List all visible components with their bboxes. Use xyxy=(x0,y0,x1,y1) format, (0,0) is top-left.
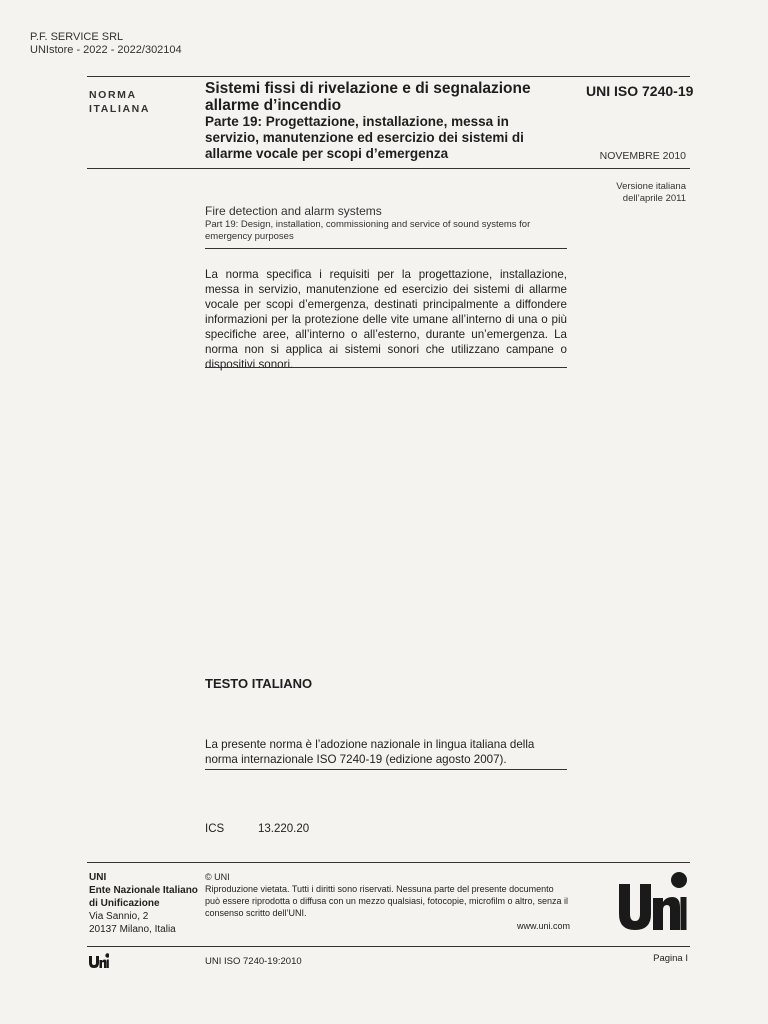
copyright-head: © UNI xyxy=(205,872,230,882)
version-note xyxy=(586,181,686,205)
uni-address xyxy=(89,871,198,936)
uni-address-line-2: 20137 Milano, Italia xyxy=(89,924,176,935)
bottom-rule xyxy=(87,862,690,863)
uni-logo xyxy=(617,870,687,932)
uni-address-line-1: Via Sannio, 2 xyxy=(89,911,149,922)
copyright-notice xyxy=(205,871,570,932)
title-block xyxy=(205,80,565,162)
adoption-rule xyxy=(205,769,567,770)
title-rule xyxy=(87,168,690,169)
version-line-1: Versione italiana xyxy=(616,181,686,192)
english-title-block xyxy=(205,204,565,243)
uni-small-logo xyxy=(89,953,109,968)
abstract-rule xyxy=(205,367,567,368)
section-title: TESTO ITALIANO xyxy=(205,676,313,691)
top-rule xyxy=(87,76,690,77)
version-line-2: dell’aprile 2011 xyxy=(622,193,686,204)
uni-short-name: UNI xyxy=(89,872,107,883)
english-subtitle: Part 19: Design, installation, commissioning and service of sound systems for emergency purposes xyxy=(205,219,531,242)
norma-line-2: ITALIANA xyxy=(89,103,151,115)
stamp-line-1: P.F. SERVICE SRL xyxy=(30,31,124,43)
uni-name-line-2: di Unificazione xyxy=(89,898,160,909)
ics-label: ICS xyxy=(205,823,225,835)
stamp-line-2: UNIstore - 2022 - 2022/302104 xyxy=(30,44,182,56)
copyright-text: Riproduzione vietata. Tutti i diritti sono riservati. Nessuna parte del presente documento può essere riprodotta o diffusa con un mezzo qualsiasi, fotocopie, microfilm o altro, senza il consenso scritto dell’UNI. xyxy=(205,884,569,918)
footer-document-code: UNI ISO 7240-19:2010 xyxy=(205,956,302,967)
norma-italiana-label xyxy=(89,88,150,116)
website-link[interactable]: www.uni.com xyxy=(516,921,570,931)
adoption-text: La presente norma è l’adozione nazionale in lingua italiana della norma internazionale ISO 7240-19 (edizione agosto 2007). xyxy=(205,738,535,766)
uni-name-line-1: Ente Nazionale Italiano xyxy=(89,885,198,896)
document-subtitle: Parte 19: Progettazione, installazione, messa in servizio, manutenzione ed esercizio dei sistemi di allarme vocale per scopi d’emergenza xyxy=(205,114,524,161)
ics-code: 13.220.20 xyxy=(258,823,310,835)
english-rule xyxy=(205,248,567,249)
document-title: Sistemi fissi di rivelazione e di segnalazione allarme d’incendio xyxy=(205,80,531,114)
footer-rule xyxy=(87,946,690,947)
distributor-stamp xyxy=(30,31,182,57)
page-number: Pagina I xyxy=(653,953,688,964)
english-title: Fire detection and alarm systems xyxy=(205,204,382,218)
norma-line-1: NORMA xyxy=(89,89,137,101)
publication-date: NOVEMBRE 2010 xyxy=(599,150,686,162)
abstract-text: La norma specifica i requisiti per la progettazione, installazione, messa in servizio, manutenzione ed esercizio dei sistemi di allarme vocale per scopi d’emergenza, destinati principalmente a diffondere informazioni per la protezione delle vite umane all’interno di una o più specifiche aree, all’interno o all’esterno, durante un’emergenza. La norma non si applica ai sistemi sonori che utilizzano campane o dispositivi sonori. xyxy=(205,268,567,371)
standard-code: UNI ISO 7240-19 xyxy=(586,83,694,99)
